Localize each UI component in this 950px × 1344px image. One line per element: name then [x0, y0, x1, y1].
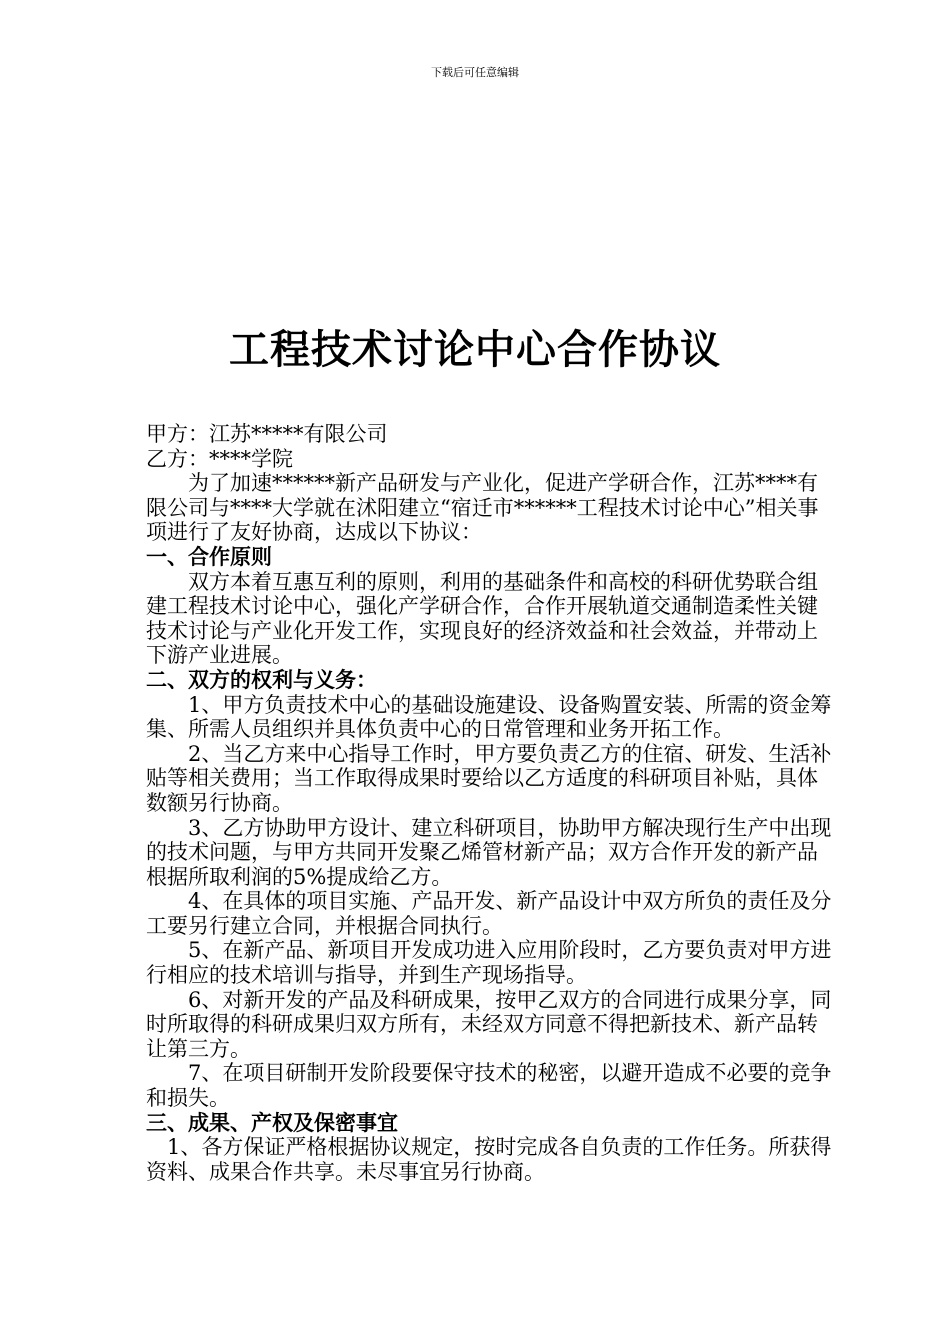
document-body: [146, 422, 836, 1184]
document-title: 工程技术讨论中心合作协议: [229, 327, 721, 373]
section-2-clause-3: 3、乙方协助甲方设计、建立科研项目，协助甲方解决现行生产中出现的技术问题，与甲方共同开发聚乙烯管材新产品；双方合作开发的新产品根据所取利润的5%提成给乙方。: [146, 815, 832, 889]
section-3-heading: 三、成果、产权及保密事宜: [146, 1110, 398, 1135]
intro-paragraph: 为了加速******新产品研发与产业化，促进产学研合作，江苏****有限公司与****大学就在沭阳建立“宿迁市******工程技术讨论中心”相关事项进行了友好协商，达成以下协议：: [146, 471, 819, 545]
section-2-clause-5: 5、在新产品、新项目开发成功进入应用阶段时，乙方要负责对甲方进行相应的技术培训与指导，并到生产现场指导。: [146, 938, 832, 988]
header-note: 下载后可任意编辑: [431, 66, 519, 79]
section-2-clause-2: 2、当乙方来中心指导工作时，甲方要负责乙方的住宿、研发、生活补贴等相关费用；当工作取得成果时要给以乙方适度的科研项目补贴，具体数额另行协商。: [146, 741, 832, 815]
section-3-clause-1: 1、各方保证严格根据协议规定，按时完成各自负责的工作任务。所获得资料、成果合作共享。未尽事宜另行协商。: [146, 1135, 832, 1184]
section-2-clause-6: 6、对新开发的产品及科研成果，按甲乙双方的合同进行成果分享，同时所取得的科研成果归双方所有，未经双方同意不得把新技术、新产品转让第三方。: [146, 987, 832, 1061]
party-a-line: 甲方：江苏*****有限公司: [146, 422, 388, 446]
section-2-clause-1: 1、甲方负责技术中心的基础设施建设、设备购置安装、所需的资金筹集、所需人员组织并具体负责中心的日常管理和业务开拓工作。: [146, 692, 832, 742]
section-1-heading: 一、合作原则: [146, 544, 272, 569]
party-b-line: 乙方：****学院: [146, 446, 293, 471]
section-2-heading: 二、双方的权利与义务：: [146, 667, 377, 692]
section-2-clause-7: 7、在项目研制开发阶段要保守技术的秘密，以避开造成不必要的竞争和损失。: [146, 1061, 832, 1111]
section-2-clause-4: 4、在具体的项目实施、产品开发、新产品设计中双方所负的责任及分工要另行建立合同，并根据合同执行。: [146, 889, 832, 938]
section-1-paragraph: 双方本着互惠互利的原则，利用的基础条件和高校的科研优势联合组建工程技术讨论中心，强化产学研合作，合作开展轨道交通制造柔性关键技术讨论与产业化开发工作，实现良好的经济效益和社会效益，并带动上下游产业进展。: [146, 569, 818, 668]
